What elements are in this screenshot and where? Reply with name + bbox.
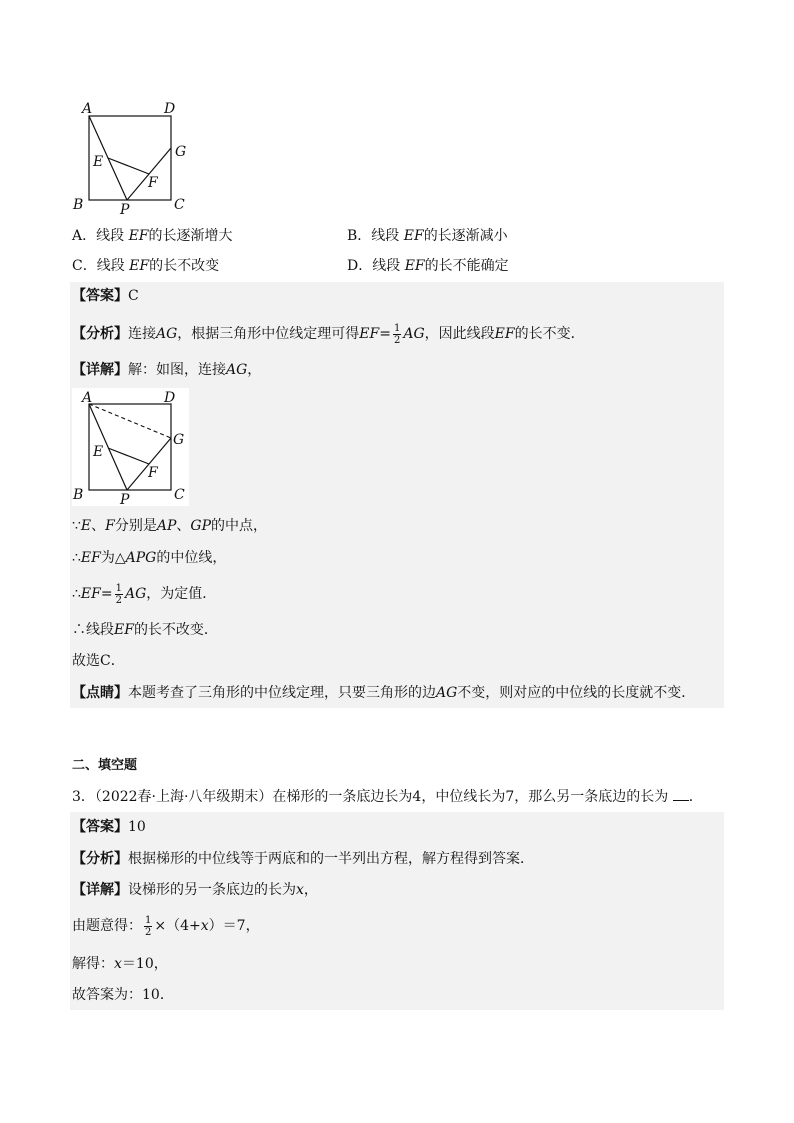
q2-step-2: ∴EF为△APG的中位线， — [72, 550, 227, 566]
choice-b: B．线段 EF的长逐渐减小 — [347, 228, 508, 244]
q2-comment: 【点睛】本题考查了三角形的中位线定理，只要三角形的边AG不变，则对应的中位线的长度就不变． — [72, 685, 696, 701]
q2-step-3: ∴EF= $\frac{1}{2}$ AG，为定值． — [72, 582, 217, 606]
q3-answer: 【答案】10 — [72, 819, 146, 835]
section-title: 二、填空题 — [72, 758, 138, 773]
choice-a: A．线段 EF的长逐渐增大 — [72, 228, 233, 244]
q3-analysis: 【分析】根据梯形的中位线等于两底和的一半列出方程，解方程得到答案． — [72, 851, 534, 867]
choice-d: D．线段 EF的长不能确定 — [347, 258, 509, 274]
q3-detail: 【详解】设梯形的另一条底边的长为x， — [72, 882, 318, 898]
q2-analysis: 【分析】连接AG，根据三角形中位线定理可得EF= $\frac{1}{2}$ AG，因此线段EF的长不变． — [72, 322, 585, 346]
q3-final: 故答案为：10． — [72, 987, 174, 1003]
q2-step-5: 故选C． — [72, 653, 125, 669]
label-d: D — [164, 101, 176, 117]
label-f: F — [148, 175, 158, 191]
label-a: A — [82, 101, 93, 117]
label-b: B — [73, 197, 84, 213]
label-d: D — [164, 390, 176, 406]
q3-stem: 3．（2022春·上海·八年级期末）在梯形的一条底边长为4，中位线长为7，那么另一条底边的长为 ． — [72, 789, 703, 805]
label-b: B — [73, 487, 84, 503]
label-p: P — [120, 492, 130, 506]
label-c: C — [174, 197, 185, 213]
q2-detail: 【详解】解：如图，连接AG， — [72, 362, 262, 378]
label-f: F — [148, 465, 158, 481]
label-g: G — [173, 432, 185, 448]
q3-solve: 解得：x＝10， — [72, 956, 168, 972]
square-figure-2 — [72, 388, 189, 506]
label-e: E — [93, 444, 104, 460]
q3-solution-band — [70, 812, 724, 1010]
label-e: E — [93, 154, 104, 170]
fraction-one-half: $\frac{1}{2}$ — [145, 914, 152, 938]
label-a: A — [82, 390, 93, 406]
q2-answer: 【答案】C — [72, 288, 139, 304]
square-figure-1 — [72, 98, 196, 216]
q2-step-4: ∴线段EF的长不改变． — [72, 622, 218, 638]
label-p: P — [120, 202, 130, 216]
answer-blank — [673, 787, 689, 801]
label-g: G — [175, 144, 187, 160]
fraction-one-half: $\frac{1}{2}$ — [393, 322, 401, 346]
choice-c: C．线段 EF的长不改变 — [72, 258, 220, 274]
q3-equation: 由题意得： $\frac{1}{2}$ ×（4+x）＝7， — [72, 914, 260, 938]
label-c: C — [174, 487, 185, 503]
q2-step-1: ∵E、F分别是AP、GP的中点， — [72, 518, 268, 534]
fraction-one-half: $\frac{1}{2}$ — [115, 582, 122, 606]
